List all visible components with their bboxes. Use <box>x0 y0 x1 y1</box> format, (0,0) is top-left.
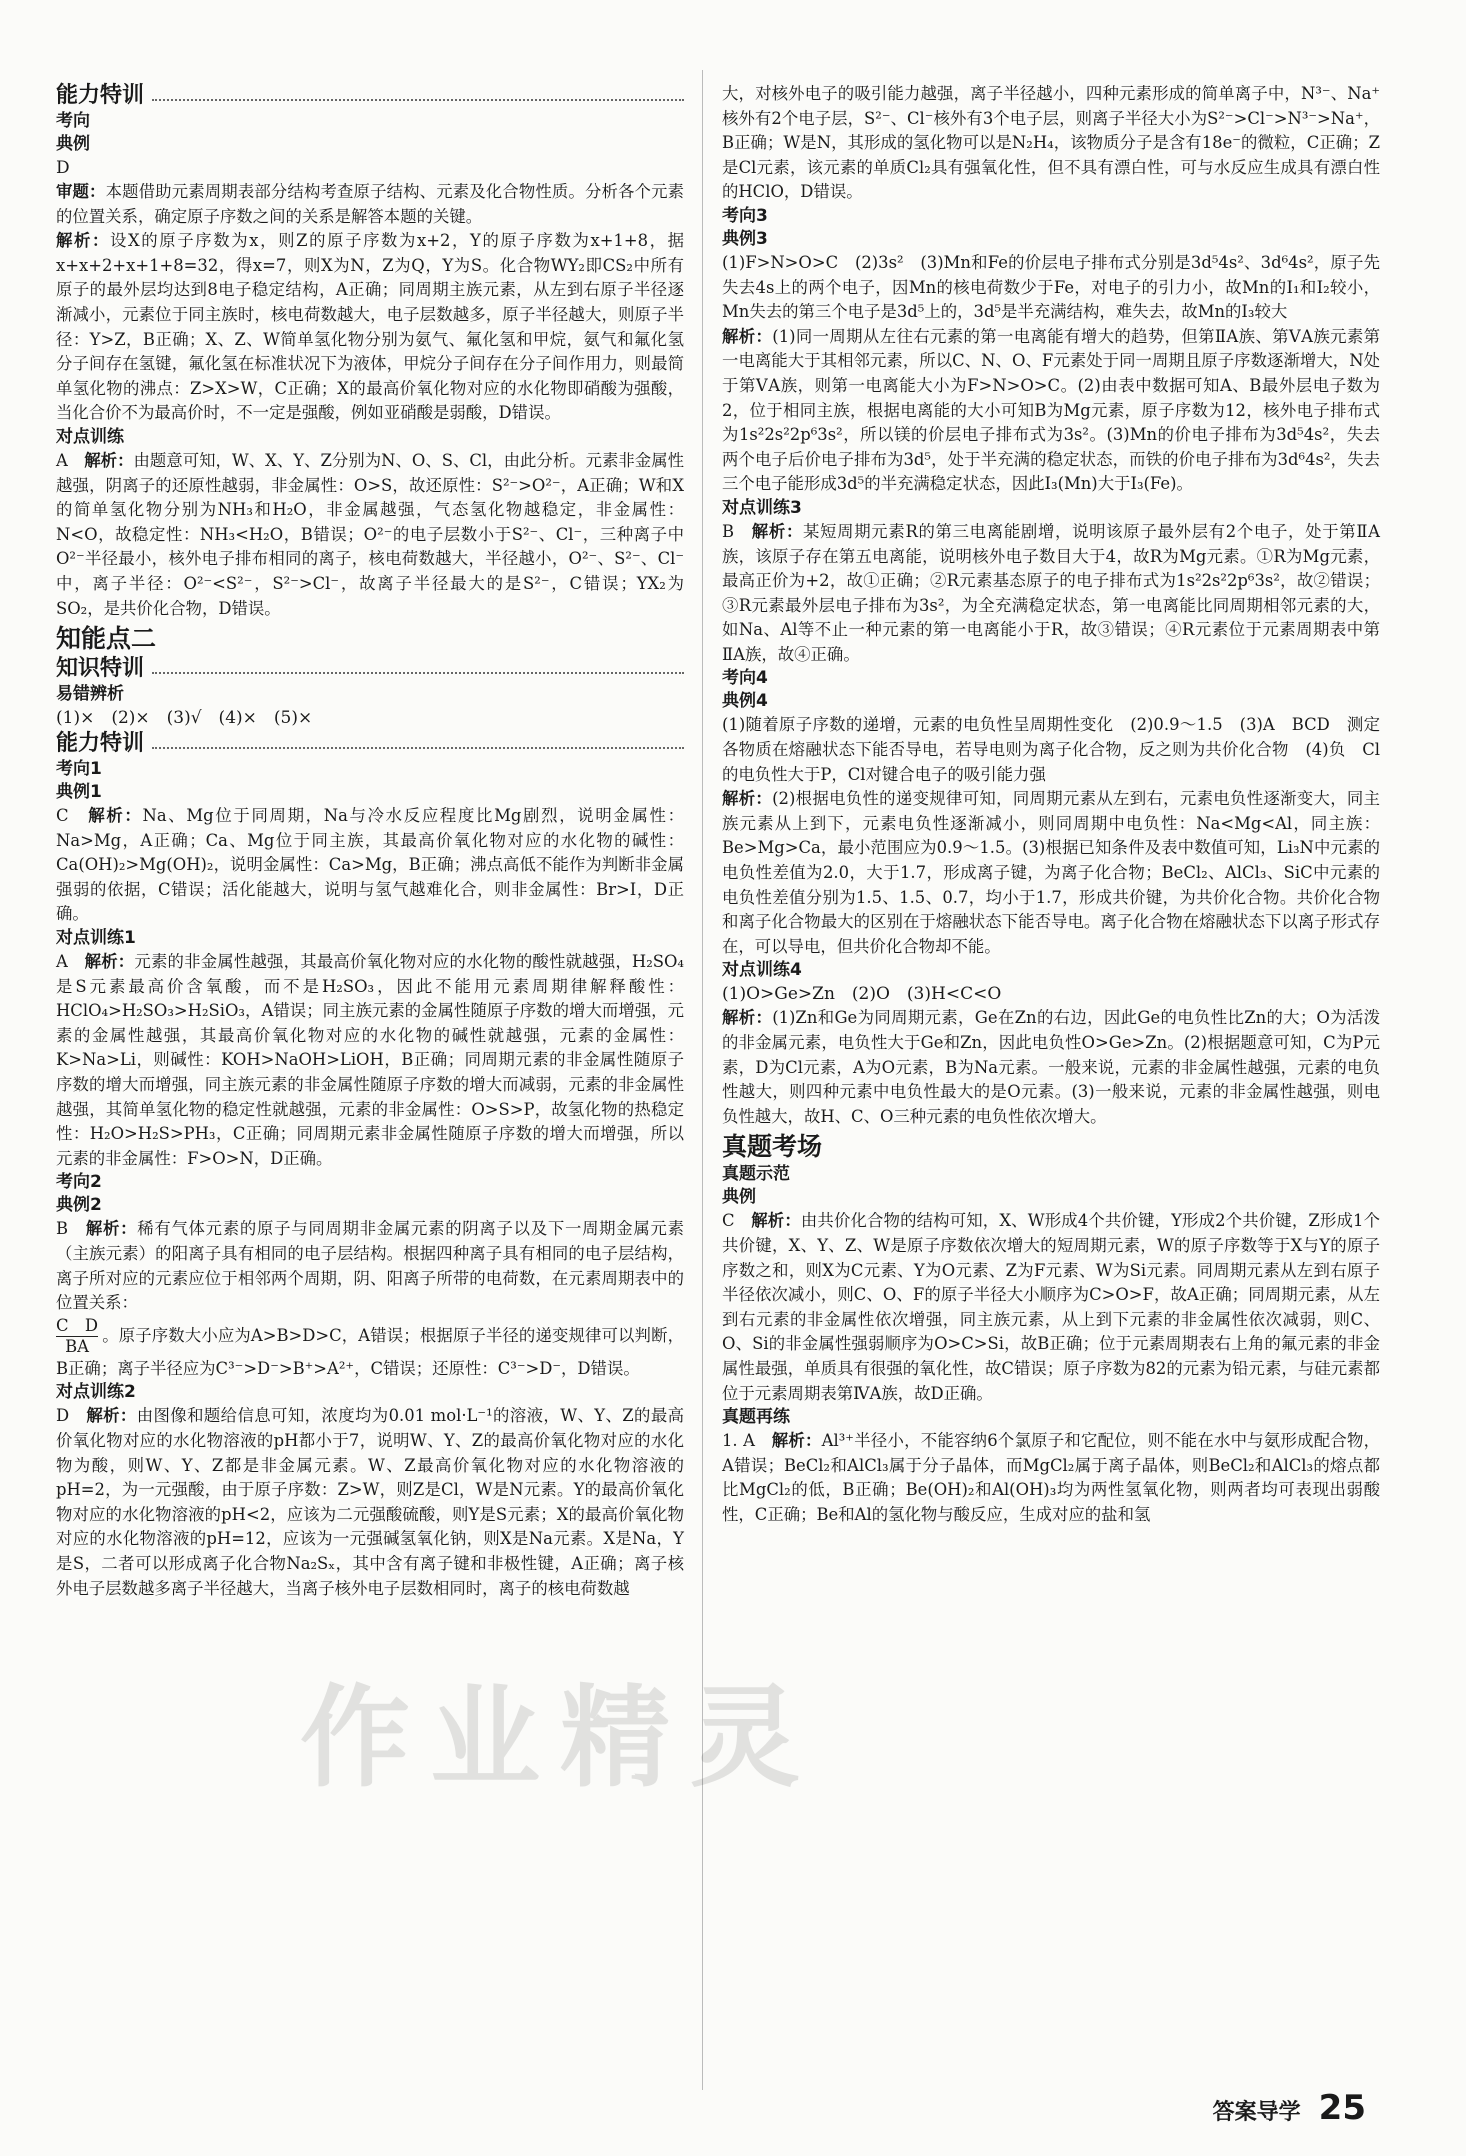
paragraph: A 解析：元素的非金属性越强，其最高价氧化物对应的水化物的酸性就越强，H₂SO₄是S元素最高价含氧酸，而不是H₂SO₃，因此不能用元素周期律解释酸性：HClO₄>H₂SO₃>H₂SiO₃，A错误；同主族元素的金属性随原子序数的增大而增强，元素的金属性越强，其最高价氧化物对应的水化物的碱性就越强，元素的金属性：K>Na>Li，则碱性：KOH>NaOH>LiOH，B正确；同周期元素的非金属性随原子序数的增大而增强，同主族元素的非金属性随原子序数的增大而减弱，元素的非金属性越强，其简单氢化物的稳定性就越强，元素的非金属性：O>S>P，故氢化物的热稳定性：H₂O>H₂S>PH₃，C正确；同周期元素非金属性随原子序数的增大而增强，所以元素的非金属性：F>O>N，D正确。 <box>56 952 685 1168</box>
paragraph: C 解析：Na、Mg位于同周期，Na与冷水反应程度比Mg剧烈，说明金属性：Na>Mg，A正确；Ca、Mg位于同主族，其最高价氧化物对应的水化物的碱性：Ca(OH)₂>Mg(OH)₂，说明金属性：Ca>Mg，B正确；沸点高低不能作为判断非金属强弱的依据，C错误；活化能越大，说明与氢气越难化合，则非金属性：Br>I，D正确。 <box>56 806 685 924</box>
subheading: 考向3 <box>722 205 768 226</box>
answer-line: (1)× (2)× (3)√ (4)× (5)× <box>56 708 313 729</box>
subheading: 对点训练 <box>56 426 124 447</box>
paragraph: 大，对核外电子的吸引能力越强，离子半径越小，四种元素形成的简单离子中，N³⁻、Na⁺核外有2个电子层，S²⁻、Cl⁻核外有3个电子层，则离子半径大小为S²⁻>Cl⁻>N³⁻>Na⁺，B正确；W是N，其形成的氢化物可以是N₂H₄，该物质分子是含有18e⁻的微粒，C正确；Z是Cl元素，该元素的单质Cl₂具有强氧化性，但不具有漂白性，可与水反应生成具有漂白性的HClO，D错误。 <box>722 84 1380 202</box>
paragraph: D 解析：由图像和题给信息可知，浓度均为0.01 mol·L⁻¹的溶液，W、Y、Z的最高价氧化物对应的水化物溶液的pH都小于7，说明W、Y、Z的最高价氧化物对应的水化物为酸，则W、Y、Z都是非金属元素。W、Z最高价氧化物对应的水化物溶液的pH=2，为一元强酸，由于原子序数：Z>W，则Z是Cl，W是N元素。Y的最高价氧化物对应的水化物溶液的pH<2，应该为二元强酸硫酸，则Y是S元素；X的最高价氧化物对应的水化物溶液的pH=12，应该为一元强碱氢氧化钠，则X是Na元素。X是Na，Y是S，二者可以形成离子化合物Na₂Sₓ，其中含有离子键和非极性键，A正确；离子核外电子层数越多离子半径越大，当离子核外电子层数相同时，离子的核电荷数越 <box>56 1406 684 1598</box>
section-heading: 能力特训 <box>56 730 684 758</box>
subheading: 考向1 <box>56 759 102 780</box>
answer-line: D <box>56 158 70 178</box>
subheading: 真题再练 <box>722 1407 790 1428</box>
footer-label: 答案导学 <box>1212 2100 1301 2125</box>
subheading: 典例2 <box>56 1195 102 1216</box>
subheading: 典例4 <box>722 691 768 712</box>
subheading: 对点训练4 <box>722 960 802 981</box>
subheading: 易错辨析 <box>56 684 124 705</box>
diagram-bottom-row: BA <box>65 1336 89 1356</box>
section-heading: 能力特训 <box>56 82 684 110</box>
subheading: 典例1 <box>56 782 102 803</box>
paragraph: B 解析：稀有气体元素的原子与同周期非金属元素的阴离子以及下一周期金属元素（主族元素）的阳离子具有相同的电子层结构。根据四种离子具有相同的电子层结构，离子所对应的元素应位于相邻两个周期，阴、阳离子所带的电荷数，在元素周期表中的位置关系： <box>56 1219 685 1313</box>
section-title: 真题考场 <box>722 1132 823 1162</box>
subheading: 典例 <box>722 1187 756 1208</box>
paragraph: 解析：(1)Zn和Ge为同周期元素，Ge在Zn的右边，因此Ge的电负性比Zn的大；O为活泼的非金属元素，电负性大于Ge和Zn，因此电负性O>Ge>Zn。(2)根据题意可知，C为P元素，D为Cl元素，A为O元素，B为Na元素。一般来说，元素的非金属性越强，元素的电负性越大，则四种元素中电负性最大的是O元素。(3)一般来说，元素的非金属性越强，则电负性越大，故H、C、O三种元素的电负性依次增大。 <box>722 1008 1380 1126</box>
subheading: 对点训练2 <box>56 1382 136 1403</box>
paragraph: A 解析：由题意可知，W、X、Y、Z分别为N、O、S、Cl，由此分析。元素非金属性越强，阴离子的还原性越弱，非金属性：O>S，故还原性：S²⁻>O²⁻，A正确；W和X的简单氢化物分别为NH₃和H₂O，非金属越强，气态氢化物越稳定，非金属性：N<O，故稳定性：NH₃<H₂O，B错误；O²⁻的电子层数小于S²⁻、Cl⁻，三种离子中O²⁻半径最小，核外电子排布相同的离子，核电荷数越大，半径越小，O²⁻、S²⁻、Cl⁻中，离子半径：O²⁻<S²⁻，S²⁻>Cl⁻，故离子半径最大的是S²⁻，C错误；YX₂为SO₂，是共价化合物，D错误。 <box>56 450 685 618</box>
column-divider <box>702 70 703 2090</box>
paragraph: 解析：(1)同一周期从左往右元素的第一电离能有增大的趋势，但第ⅡA族、第ⅤA族元素第一电离能大于其相邻元素，所以C、N、O、F元素处于同一周期且原子序数逐渐增大，N处于第ⅤA族，则第一电离能大小为F>N>O>C。(2)由表中数据可知A、B最外层电子数为2，位于相同主族，根据电离能的大小可知B为Mg元素，原子序数为12，核外电子排布式为1s²2s²2p⁶3s²，所以镁的价层电子排布式为3s²。(3)Mn的价电子排布为3d⁵4s²，失去两个电子后价电子排布为3d⁵，处于半充满的稳定状态，而铁的价电子排布为3d⁶4s²，失去三个电子能形成3d⁵的半充满稳定状态，因此I₃(Mn)大于I₃(Fe)。 <box>722 326 1381 494</box>
subheading: 典例 <box>56 134 90 154</box>
watermark: 作业精灵 <box>300 1674 820 1802</box>
paragraph: (1)F>N>O>C (2)3s² (3)Mn和Fe的价层电子排布式分别是3d⁵4s²、3d⁶4s²，原子先失去4s上的两个电子，因Mn的核电荷数少于Fe，对电子的引力小，故Mn的I₁和I₂较小，Mn失去的第三个电子是3d⁵上的，3d⁵是半充满结构，难失去，故Mn的I₃较大 <box>722 252 1380 322</box>
left-column <box>56 82 684 1601</box>
page-number: 25 <box>1318 2088 1366 2128</box>
paragraph: 1. A 解析：Al³⁺半径小，不能容纳6个氯原子和它配位，则不能在水中与氨形成配合物，A错误；BeCl₂和AlCl₃属于分子晶体，而MgCl₂属于离子晶体，则BeCl₂和AlCl₃的熔点都比MgCl₂的低，B正确；Be(OH)₂和Al(OH)₃均为两性氢氧化物，则两者均可表现出弱酸性，C正确；Be和Al的氢化物与酸反应，生成对应的盐和氢 <box>722 1431 1380 1524</box>
paragraph <box>56 1316 684 1382</box>
subheading: 真题示范 <box>722 1164 790 1185</box>
paragraph: B 解析：某短周期元素R的第三电离能剧增，说明该原子最外层有2个电子，处于第ⅡA族，该原子存在第五电离能，说明核外电子数目大于4，故R为Mg元素。①R为Mg元素，最高正价为+2，故①正确；②R元素基态原子的电子排布式为1s²2s²2p⁶3s²，故②错误；③R元素最外层电子排布为3s²，为全充满稳定状态，第一电离能比同周期相邻元素的大，如Na、Al等不止一种元素的第一电离能小于R，故③错误；④R元素位于元素周期表中第ⅡA族，故④正确。 <box>722 521 1380 664</box>
subheading: 对点训练3 <box>722 497 802 518</box>
section-heading: 知识特训 <box>56 655 684 683</box>
subheading: 典例3 <box>722 228 768 249</box>
subheading: 考向2 <box>56 1172 102 1193</box>
paragraph: 审题：本题借助元素周期表部分结构考查原子结构、元素及化合物性质。分析各个元素的位置关系，确定原子序数之间的关系是解答本题的关键。 <box>56 182 685 226</box>
paragraph: 解析：设X的原子序数为x，则Z的原子序数为x+2，Y的原子序数为x+1+8，据x+x+2+x+1+8=32，得x=7，则X为N，Z为Q，Y为S。化合物WY₂即CS₂中所有原子的最外层均达到8电子稳定结构，A正确；同周期主族元素，从左到右原子半径逐渐减小，元素位于同主族时，核电荷数越大，电子层数越多，原子半径越大，则原子半径：Y>Z，B正确；X、Z、W简单氢化物分别为氨气、氟化氢和甲烷，氨气和氟化氢分子间存在氢键，氟化氢在标准状况下为液体，甲烷分子间存在分子间作用力，则最简单氢化物的沸点：Z>X>W，C正确；X的最高价氧化物对应的水化物即硝酸为强酸，当化合价不为最高价时，不一定是强酸，例如亚硝酸是弱酸，D错误。 <box>56 231 685 423</box>
paragraph-text: 。原子序数大小应为A>B>D>C，A错误；根据原子半径的递变规律可以判断，B正确；离子半径应为C³⁻>D⁻>B⁺>A²⁺，C错误；还原性：C³⁻>D⁻，D错误。 <box>56 1325 684 1378</box>
right-column <box>722 82 1380 1528</box>
page-footer <box>1213 2088 1366 2128</box>
subheading: 考向4 <box>722 668 768 689</box>
paragraph: C 解析：由共价化合物的结构可知，X、W形成4个共价键，Y形成2个共价键，Z形成1个共价键，X、Y、Z、W是原子序数依次增大的短周期元素，W的原子序数等于X与Y的原子序数之和，则X为C元素、Y为O元素、Z为F元素、W为Si元素。同周期元素从左到右原子半径依次减小，则C、O、F的原子半径大小顺序为C>O>F，故A正确；同周期元素，从左到右元素的非金属性依次增强，同主族元素，从上到下元素的非金属性依次减弱，则C、O、Si的非金属性强弱顺序为O>C>Si，故B正确；位于元素周期表右上角的氟元素的非金属性最强，单质具有很强的氧化性，故C错误；原子序数为82的元素为铅元素，与硅元素都位于元素周期表第ⅣA族，故D正确。 <box>722 1211 1380 1403</box>
subheading: 对点训练1 <box>56 928 136 949</box>
answer-line: (1)O>Ge>Zn (2)O (3)H<C<O <box>722 984 1002 1005</box>
paragraph: (1)随着原子序数的递增，元素的电负性呈周期性变化 (2)0.9～1.5 (3)A BCD 测定各物质在熔融状态下能否导电，若导电则为离子化合物，反之则为共价化合物 (4)负 Cl的电负性大于P，Cl对键合电子的吸引能力强 <box>722 715 1380 784</box>
section-title: 知能点二 <box>56 624 157 654</box>
diagram-top-row: C D <box>56 1315 99 1335</box>
position-diagram <box>56 1316 98 1357</box>
paragraph: 解析：(2)根据电负性的递变规律可知，同周期元素从左到右，元素电负性逐渐变大，同主族元素从上到下，元素电负性逐渐减小，则同周期中电负性：Na<Mg<Al，同主族：Be>Mg>Ca，最小范围应为0.9～1.5。(3)根据已知条件及表中数值可知，Li₃N中元素的电负性差值为2.0，大于1.7，形成离子键，为离子化合物；BeCl₂、AlCl₃、SiC中元素的电负性差值分别为1.5、1.5、0.7，均小于1.7，形成共价键，为共价化合物。共价化合物和离子化合物最大的区别在于熔融状态下能否导电。离子化合物在熔融状态下以离子形式存在，可以导电，但共价化合物却不能。 <box>722 789 1381 956</box>
subheading: 考向 <box>56 111 90 131</box>
